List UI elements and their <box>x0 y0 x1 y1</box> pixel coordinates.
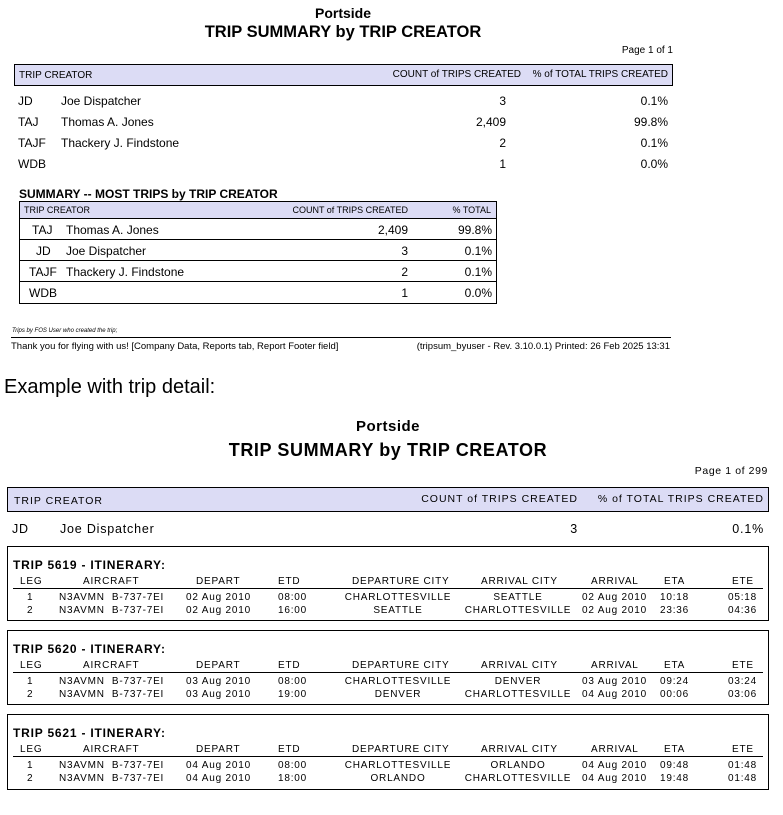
col-eta: ETA <box>664 744 686 755</box>
summary-count: 3 <box>401 244 408 258</box>
creator-name: Thomas A. Jones <box>61 115 154 129</box>
col-etd: ETD <box>278 660 301 671</box>
report1-header-bar <box>14 64 673 86</box>
trip-count: 1 <box>499 157 506 171</box>
col-ete: ETE <box>732 576 754 587</box>
leg-etd: 08:00 <box>278 760 308 771</box>
leg-ete: 03:24 <box>728 676 758 687</box>
leg-ete: 05:18 <box>728 592 758 603</box>
leg-depart: 04 Aug 2010 <box>186 760 251 771</box>
summary-code: JD <box>36 244 51 258</box>
summary-name: Thomas A. Jones <box>66 223 159 237</box>
summary-header-percent: % TOTAL <box>452 205 491 215</box>
leg-ete: 01:48 <box>728 773 758 784</box>
leg-row <box>8 676 768 688</box>
col-arrival-city: ARRIVAL CITY <box>481 576 558 587</box>
leg-departure-city: ORLANDO <box>370 773 426 784</box>
report1-footnote: Trips by FOS User who created the trip; <box>12 328 118 334</box>
col-ete: ETE <box>732 660 754 671</box>
leg-eta: 09:24 <box>660 676 690 687</box>
summary-name: Joe Dispatcher <box>66 244 147 258</box>
header-count: COUNT of TRIPS CREATED <box>421 493 578 505</box>
leg-departure-city: SEATTLE <box>373 605 423 616</box>
leg-row <box>8 760 768 772</box>
trip-itinerary-5619 <box>7 546 769 621</box>
creator-code: JD <box>12 522 29 536</box>
leg-ete: 03:06 <box>728 689 758 700</box>
leg-arrival: 04 Aug 2010 <box>582 760 647 771</box>
leg-aircraft: N3AVMN B-737-7EI <box>59 773 165 784</box>
summary-title: SUMMARY -- MOST TRIPS by TRIP CREATOR <box>19 187 278 201</box>
leg-arrival-city: CHARLOTTESVILLE <box>464 773 572 784</box>
table-row <box>0 136 680 152</box>
leg-eta: 23:36 <box>660 605 690 616</box>
trip-percent: 0.1% <box>640 94 668 108</box>
summary-row <box>20 261 496 282</box>
col-ete: ETE <box>732 744 754 755</box>
summary-count: 1 <box>401 286 408 300</box>
summary-row <box>20 219 496 240</box>
leg-arrival-city: CHARLOTTESVILLE <box>464 689 572 700</box>
leg-depart: 02 Aug 2010 <box>186 605 251 616</box>
col-aircraft: AIRCRAFT <box>83 660 140 671</box>
leg-header-rule <box>13 588 763 589</box>
leg-arrival-city: DENVER <box>494 676 542 687</box>
leg-number: 1 <box>27 676 34 687</box>
trip-percent: 99.8% <box>633 115 668 129</box>
trip-percent: 0.0% <box>640 157 668 171</box>
table-row <box>0 94 680 110</box>
summary-code: WDB <box>29 286 57 300</box>
trip-title: TRIP 5619 - ITINERARY: <box>13 558 166 572</box>
summary-header-count: COUNT of TRIPS CREATED <box>292 205 408 215</box>
leg-arrival: 04 Aug 2010 <box>582 773 647 784</box>
report1-footer-rule <box>11 337 671 338</box>
report1-company: Portside <box>314 5 371 21</box>
leg-row <box>8 689 768 701</box>
col-departure-city: DEPARTURE CITY <box>352 576 450 587</box>
creator-name: Joe Dispatcher <box>61 94 142 108</box>
leg-row <box>8 773 768 785</box>
leg-number: 2 <box>27 773 34 784</box>
example-caption: Example with trip detail: <box>4 376 216 398</box>
summary-percent: 0.0% <box>464 286 492 300</box>
creator-name: Joe Dispatcher <box>60 522 155 536</box>
leg-number: 2 <box>27 605 34 616</box>
creator-code: WDB <box>18 157 46 171</box>
leg-depart: 04 Aug 2010 <box>186 773 251 784</box>
leg-header-rule <box>13 672 763 673</box>
creator-code: TAJF <box>18 136 46 150</box>
leg-arrival: 03 Aug 2010 <box>582 676 647 687</box>
leg-aircraft: N3AVMN B-737-7EI <box>59 605 165 616</box>
leg-header-row <box>8 576 768 588</box>
leg-eta: 09:48 <box>660 760 690 771</box>
leg-etd: 16:00 <box>278 605 308 616</box>
summary-count: 2,409 <box>377 223 408 237</box>
summary-code: TAJF <box>29 265 57 279</box>
summary-header-creator: TRIP CREATOR <box>24 205 91 215</box>
header-trip-creator: TRIP CREATOR <box>14 495 104 507</box>
report1-footer-left: Thank you for flying with us! [Company Data, Reports tab, Report Footer field] <box>11 341 339 352</box>
col-arrival: ARRIVAL <box>591 576 639 587</box>
col-arrival: ARRIVAL <box>591 744 639 755</box>
summary-percent: 0.1% <box>464 244 492 258</box>
summary-percent: 0.1% <box>464 265 492 279</box>
leg-etd: 18:00 <box>278 773 308 784</box>
trip-itinerary-5620 <box>7 630 769 705</box>
report1-footer-right: (tripsum_byuser - Rev. 3.10.0.1) Printed: 26 Feb 2025 13:31 <box>416 341 670 352</box>
leg-row <box>8 592 768 604</box>
summary-count: 2 <box>401 265 408 279</box>
leg-arrival: 04 Aug 2010 <box>582 689 647 700</box>
report1-page-number: Page 1 of 1 <box>621 45 673 56</box>
summary-code: TAJ <box>32 223 53 237</box>
leg-departure-city: CHARLOTTESVILLE <box>344 592 452 603</box>
trip-itinerary-5621 <box>7 714 769 790</box>
header-count: COUNT of TRIPS CREATED <box>392 69 521 80</box>
report1-title: TRIP SUMMARY by TRIP CREATOR <box>204 23 482 41</box>
trip-percent: 0.1% <box>732 522 764 536</box>
leg-aircraft: N3AVMN B-737-7EI <box>59 760 165 771</box>
report2-header-bar <box>7 487 769 512</box>
col-departure-city: DEPARTURE CITY <box>352 744 450 755</box>
creator-code: JD <box>18 94 33 108</box>
col-depart: DEPART <box>196 576 241 587</box>
col-leg: LEG <box>20 576 43 587</box>
leg-header-row <box>8 744 768 756</box>
leg-arrival-city: SEATTLE <box>493 592 543 603</box>
col-eta: ETA <box>664 660 686 671</box>
leg-ete: 01:48 <box>728 760 758 771</box>
leg-etd: 08:00 <box>278 592 308 603</box>
col-leg: LEG <box>20 660 43 671</box>
col-arrival: ARRIVAL <box>591 660 639 671</box>
summary-header-bar <box>20 202 496 219</box>
leg-eta: 19:48 <box>660 773 690 784</box>
leg-depart: 03 Aug 2010 <box>186 676 251 687</box>
leg-aircraft: N3AVMN B-737-7EI <box>59 676 165 687</box>
table-row <box>0 115 680 131</box>
header-trip-creator: TRIP CREATOR <box>19 70 93 81</box>
trip-count: 3 <box>499 94 506 108</box>
col-aircraft: AIRCRAFT <box>83 576 140 587</box>
summary-row <box>20 240 496 261</box>
col-arrival-city: ARRIVAL CITY <box>481 744 558 755</box>
summary-percent: 99.8% <box>457 223 492 237</box>
creator-row <box>0 522 776 538</box>
leg-header-rule <box>13 756 763 757</box>
col-arrival-city: ARRIVAL CITY <box>481 660 558 671</box>
leg-eta: 00:06 <box>660 689 690 700</box>
header-percent: % of TOTAL TRIPS CREATED <box>597 493 764 505</box>
leg-number: 1 <box>27 760 34 771</box>
col-etd: ETD <box>278 744 301 755</box>
col-aircraft: AIRCRAFT <box>83 744 140 755</box>
leg-number: 2 <box>27 689 34 700</box>
report2-company: Portside <box>355 418 420 435</box>
trip-count: 2,409 <box>475 115 506 129</box>
leg-arrival-city: CHARLOTTESVILLE <box>464 605 572 616</box>
leg-departure-city: CHARLOTTESVILLE <box>344 676 452 687</box>
leg-aircraft: N3AVMN B-737-7EI <box>59 592 165 603</box>
leg-departure-city: DENVER <box>374 689 422 700</box>
col-eta: ETA <box>664 576 686 587</box>
trip-percent: 0.1% <box>640 136 668 150</box>
leg-departure-city: CHARLOTTESVILLE <box>344 760 452 771</box>
col-departure-city: DEPARTURE CITY <box>352 660 450 671</box>
table-row <box>0 157 680 173</box>
summary-table <box>19 201 497 304</box>
trip-count: 3 <box>570 522 578 536</box>
report2-title: TRIP SUMMARY by TRIP CREATOR <box>228 440 548 460</box>
creator-name: Thackery J. Findstone <box>61 136 180 150</box>
leg-arrival: 02 Aug 2010 <box>582 605 647 616</box>
trip-title: TRIP 5621 - ITINERARY: <box>13 726 166 740</box>
col-depart: DEPART <box>196 744 241 755</box>
col-leg: LEG <box>20 744 43 755</box>
leg-ete: 04:36 <box>728 605 758 616</box>
summary-name: Thackery J. Findstone <box>66 265 185 279</box>
leg-depart: 02 Aug 2010 <box>186 592 251 603</box>
col-depart: DEPART <box>196 660 241 671</box>
leg-header-row <box>8 660 768 672</box>
trip-count: 2 <box>499 136 506 150</box>
creator-code: TAJ <box>18 115 39 129</box>
leg-number: 1 <box>27 592 34 603</box>
leg-etd: 19:00 <box>278 689 308 700</box>
report2-page-number: Page 1 of 299 <box>694 465 768 477</box>
trip-title: TRIP 5620 - ITINERARY: <box>13 642 166 656</box>
leg-etd: 08:00 <box>278 676 308 687</box>
leg-depart: 03 Aug 2010 <box>186 689 251 700</box>
leg-arrival-city: ORLANDO <box>490 760 546 771</box>
summary-row <box>20 282 496 303</box>
header-percent: % of TOTAL TRIPS CREATED <box>532 69 668 80</box>
leg-eta: 10:18 <box>660 592 690 603</box>
col-etd: ETD <box>278 576 301 587</box>
leg-row <box>8 605 768 617</box>
leg-arrival: 02 Aug 2010 <box>582 592 647 603</box>
leg-aircraft: N3AVMN B-737-7EI <box>59 689 165 700</box>
